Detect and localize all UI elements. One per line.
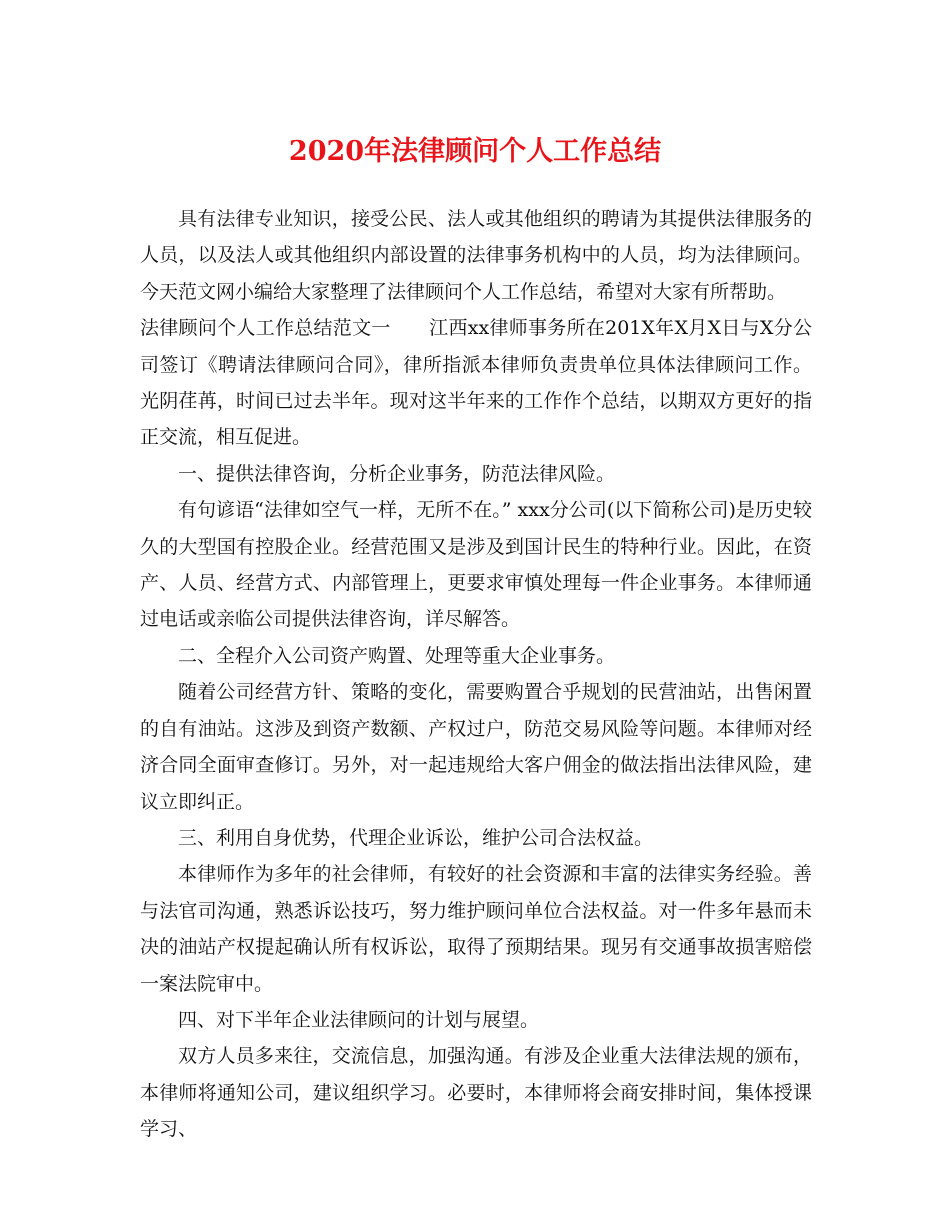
- document-body: [140, 201, 812, 1148]
- section-heading-1: 一、提供法律咨询，分析企业事务，防范法律风险。: [178, 462, 616, 485]
- paragraph-section-4: 双方人员多来往，交流信息，加强沟通。有涉及企业重大法律法规的颁布，本律师将通知公司，建议组织学习。必要时，本律师将会商安排时间，集体授课学习、: [140, 1045, 812, 1141]
- paragraph-section-3: 本律师作为多年的社会律师，有较好的社会资源和丰富的法律实务经验。善与法官司沟通，熟悉诉讼技巧，努力维护顾问单位合法权益。对一件多年悬而未决的油站产权提起确认所有权诉讼，取得了预期结果。现另有交通事故损害赔偿一案法院审中。: [140, 863, 812, 995]
- paragraph-section-2: 随着公司经营方针、策略的变化，需要购置合乎规划的民营油站，出售闲置的自有油站。这涉及到资产数额、产权过户，防范交易风险等问题。本律师对经济合同全面审查修订。另外，对一起违规给大客户佣金的做法指出法律风险，建议立即纠正。: [140, 681, 812, 813]
- paragraph-intro: 具有法律专业知识，接受公民、法人或其他组织的聘请为其提供法律服务的人员，以及法人或其他组织内部设置的法律事务机构中的人员，均为法律顾问。今天范文网小编给大家整理了法律顾问个人工作总结，希望对大家有所帮助。: [140, 208, 812, 303]
- paragraph-section-1: 有句谚语“法律如空气一样，无所不在。” xxx分公司(以下简称公司)是历史较久的大型国有控股企业。经营范围又是涉及到国计民生的特种行业。因此，在资产、人员、经营方式、内部管理上，更要求审慎处理每一件企业事务。本律师通过电话或亲临公司提供法律咨询，详尽解答。: [140, 499, 812, 631]
- section-heading-3: 三、利用自身优势，代理企业诉讼，维护公司合法权益。: [178, 826, 654, 849]
- paragraph-sample-one: 法律顾问个人工作总结范文一 江西xx律师事务所在201X年X月X日与X分公司签订《聘请法律顾问合同》，律所指派本律师负责贵单位具体法律顾问工作。光阴荏苒，时间已过去半年。现对这半年来的工作作个总结，以期双方更好的指正交流，相互促进。: [140, 317, 812, 449]
- section-heading-4: 四、对下半年企业法律顾问的计划与展望。: [178, 1008, 540, 1031]
- section-heading-2: 二、全程介入公司资产购置、处理等重大企业事务。: [178, 644, 616, 667]
- document-title: 2020年法律顾问个人工作总结: [288, 136, 662, 167]
